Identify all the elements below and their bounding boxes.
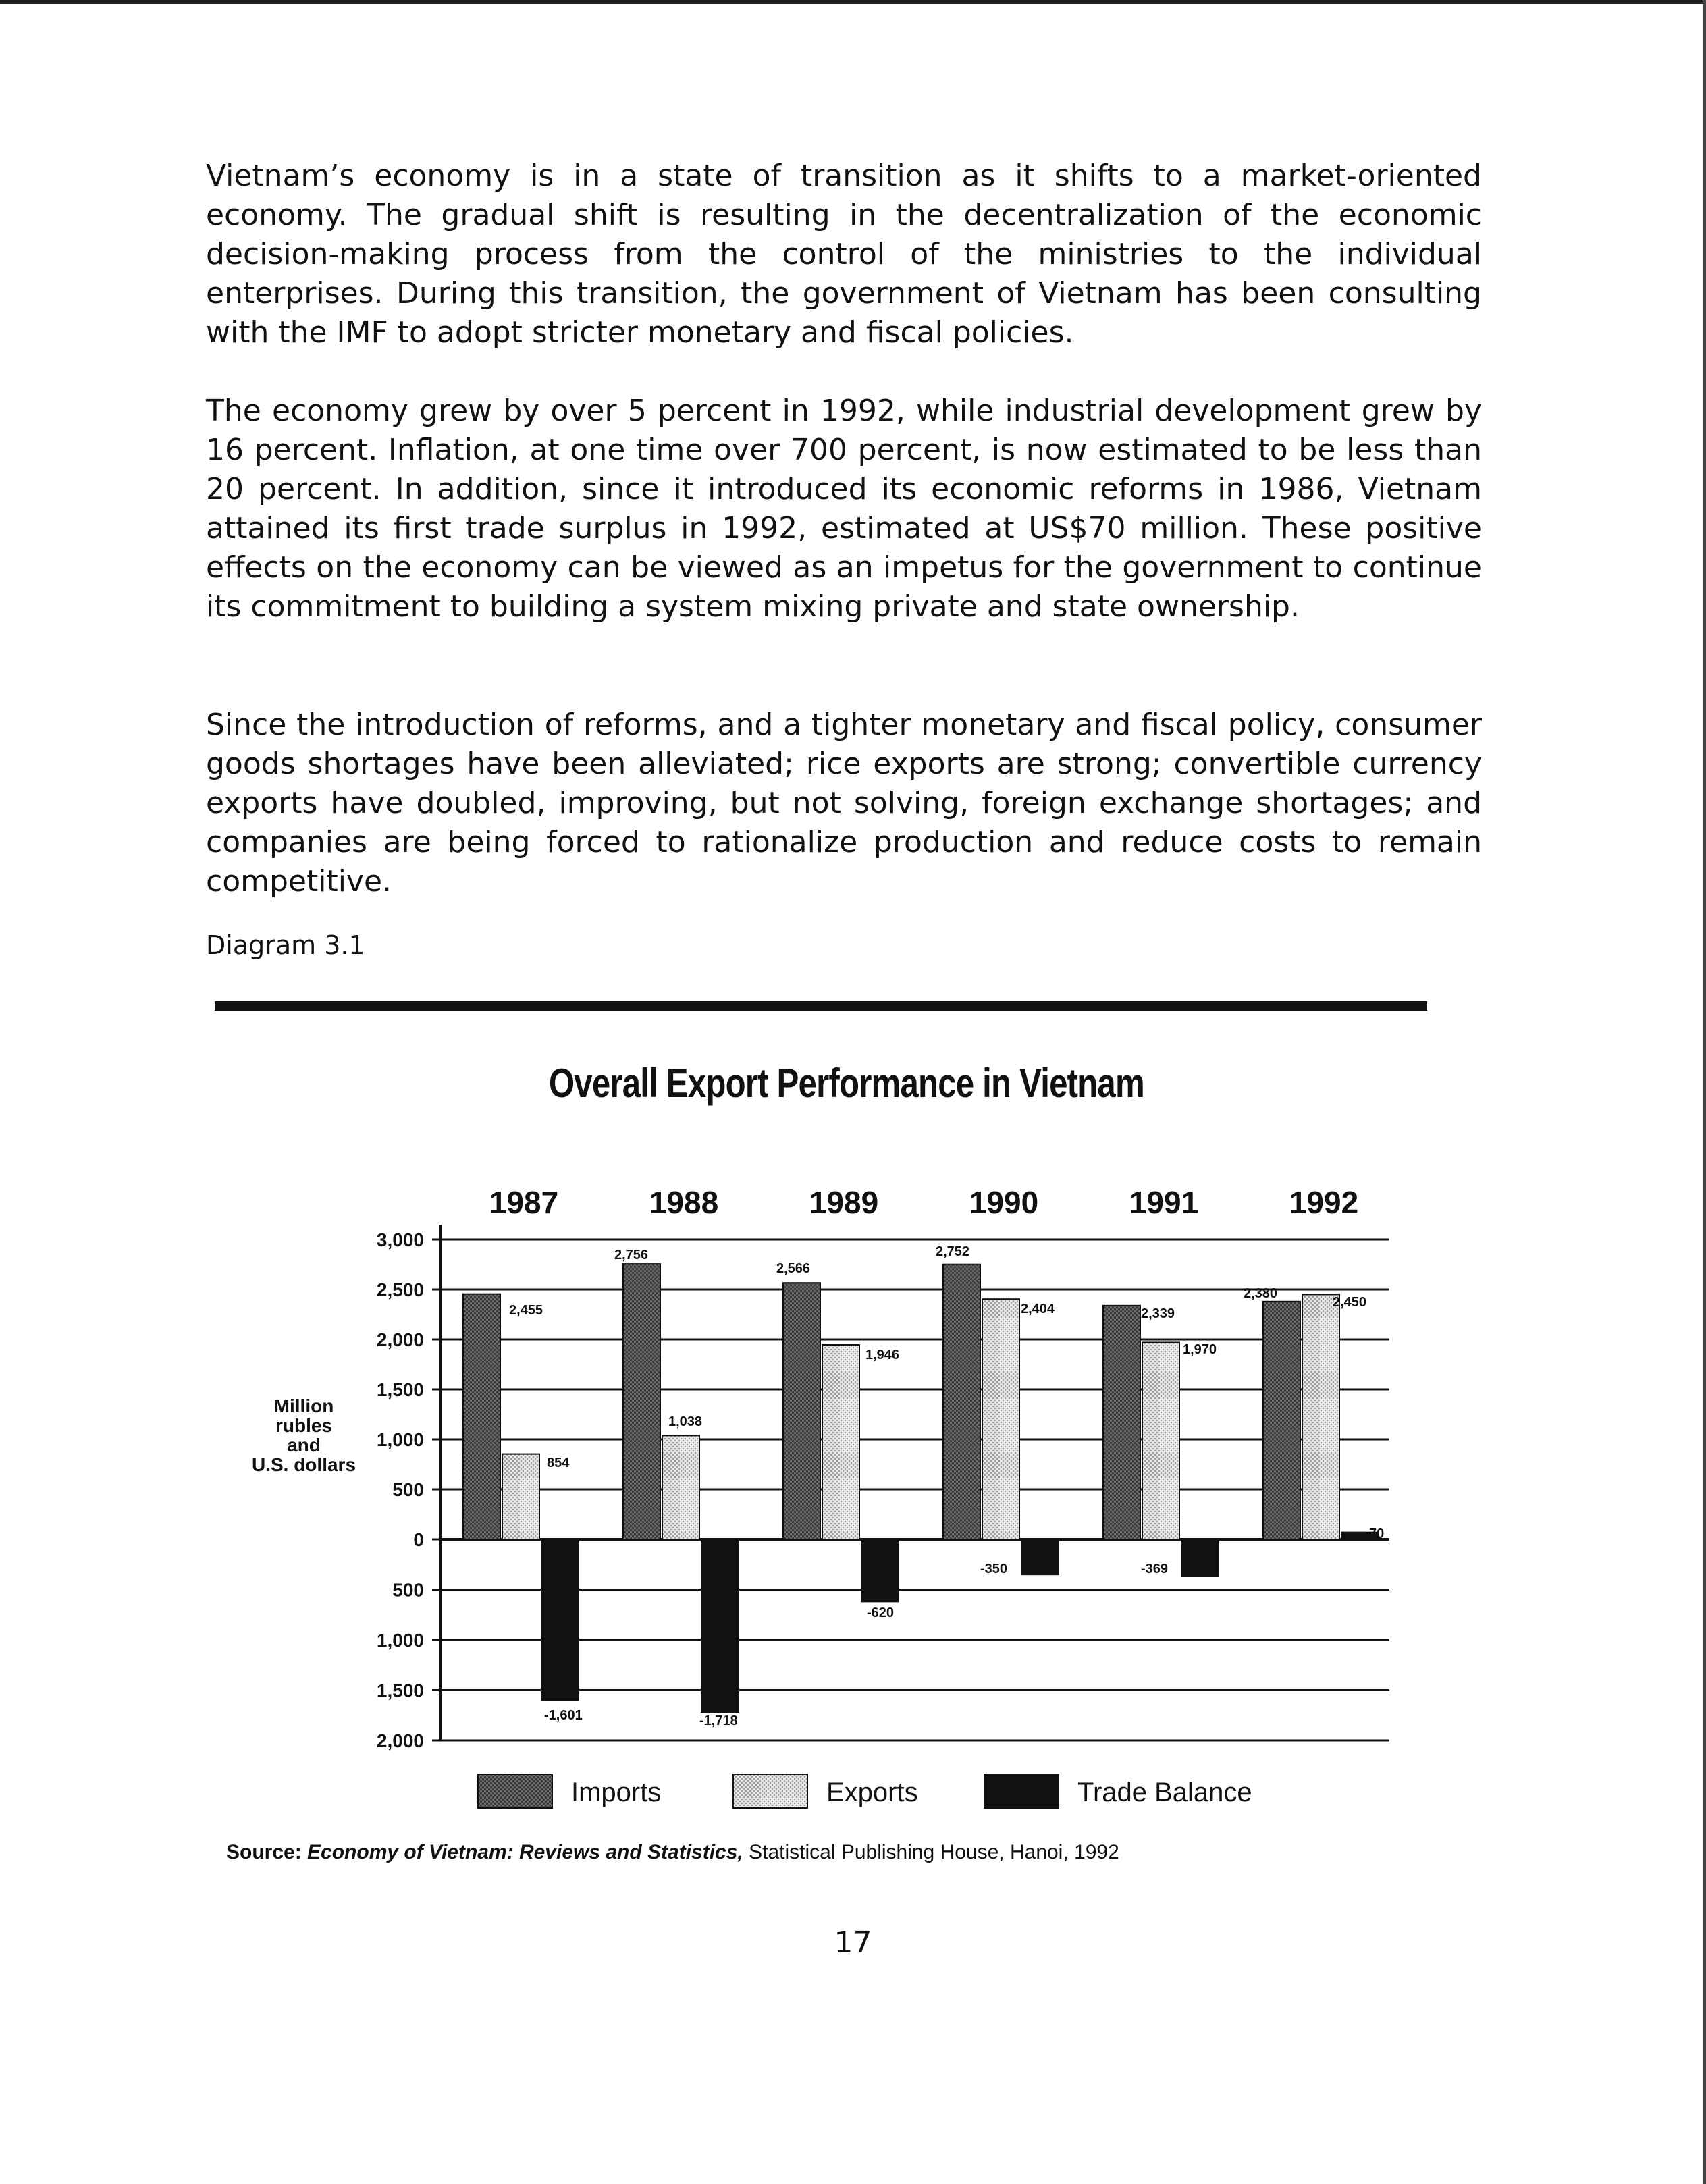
paragraph-2: The economy grew by over 5 percent in 1992, while industrial development grew by 16 percent. Inflation, at one time over 700 percent, is now estimated to be less than 20 percent. In addition, since it introduced its economic reforms in 1986, Vietnam attained its first trade surplus in 1992, estimated at US$70 million. These positive effects on the economy can be viewed as an impetus for the government to continue its commitment to building a system mixing private and state ownership. xyxy=(206,394,1482,624)
year-label: 1988 xyxy=(649,1185,719,1220)
y-tick-label: 1,000 xyxy=(376,1429,424,1450)
diagram-caption: Diagram 3.1 xyxy=(206,930,365,960)
exports-bar xyxy=(982,1299,1019,1539)
y-axis-label-line: and xyxy=(287,1435,321,1456)
y-axis-label-line: Million xyxy=(273,1395,334,1416)
data-label: -350 xyxy=(980,1562,1008,1576)
year-label: 1991 xyxy=(1129,1185,1199,1220)
trade-balance-bar xyxy=(1181,1539,1219,1576)
y-tick-label: 0 xyxy=(413,1529,424,1550)
data-label: 70 xyxy=(1369,1526,1385,1541)
y-tick-label: 3,000 xyxy=(376,1229,424,1250)
y-tick-label: 2,000 xyxy=(376,1329,424,1350)
trade-balance-bar xyxy=(1021,1539,1059,1574)
data-label: 1,038 xyxy=(668,1414,703,1429)
exports-bar xyxy=(822,1345,859,1539)
y-tick-label: 1,000 xyxy=(376,1630,424,1651)
y-tick-label: 1,500 xyxy=(376,1680,424,1701)
legend-exports-label: Exports xyxy=(826,1778,918,1807)
imports-bar xyxy=(1263,1302,1300,1539)
paragraph-3: Since the introduction of reforms, and a tighter monetary and fiscal policy, consumer goods shortages have been alleviated; rice exports are strong; convertible currency exports have doubled, improving, but not solving, foreign exchange shortages; and companies are being forced to rationalize production and reduce costs to remain competitive. xyxy=(206,708,1482,899)
chart-title: Overall Export Performance in Vietnam xyxy=(548,1061,1144,1106)
legend-trade-balance-swatch xyxy=(984,1774,1059,1808)
exports-bar xyxy=(1142,1342,1179,1539)
data-label: 854 xyxy=(547,1456,570,1470)
data-label: -369 xyxy=(1141,1562,1169,1576)
trade-balance-bar xyxy=(541,1539,579,1701)
legend-imports-swatch xyxy=(478,1774,552,1808)
y-axis-label-line: rubles xyxy=(275,1415,333,1436)
year-label: 1992 xyxy=(1289,1185,1359,1220)
data-label: -1,601 xyxy=(544,1708,583,1723)
source-note xyxy=(226,1841,1119,1864)
data-label: -620 xyxy=(867,1605,895,1620)
trade-balance-bar xyxy=(701,1539,739,1712)
source-title: Economy of Vietnam: Reviews and Statistics, xyxy=(307,1841,743,1863)
data-label: 2,339 xyxy=(1141,1306,1175,1321)
data-label: -1,718 xyxy=(699,1713,738,1728)
year-label: 1987 xyxy=(489,1185,559,1220)
source-prefix: Source: xyxy=(226,1841,308,1863)
data-label: 2,455 xyxy=(509,1303,543,1318)
year-label: 1989 xyxy=(809,1185,879,1220)
imports-bar xyxy=(943,1264,980,1539)
data-label: 1,970 xyxy=(1183,1342,1217,1357)
imports-bar xyxy=(783,1283,820,1539)
paragraph-1: Vietnam’s economy is in a state of transition as it shifts to a market-oriented economy. The gradual shift is resulting in the decentralization of the economic decision-making process from the control of the ministries to the individual enterprises. During this transition, the government of Vietnam has been consulting with the IMF to adopt stricter monetary and fiscal policies. xyxy=(206,159,1482,350)
y-tick-label: 2,000 xyxy=(376,1730,424,1751)
year-label: 1990 xyxy=(969,1185,1039,1220)
legend-trade-balance-label: Trade Balance xyxy=(1077,1778,1252,1807)
exports-bar xyxy=(1302,1294,1339,1539)
y-tick-label: 500 xyxy=(392,1579,424,1601)
source-publisher: Statistical Publishing House, Hanoi, 1992 xyxy=(743,1841,1119,1863)
exports-bar xyxy=(662,1435,699,1539)
data-label: 1,946 xyxy=(865,1348,900,1362)
imports-bar xyxy=(623,1264,660,1539)
page-number: 17 xyxy=(834,1925,872,1960)
trade-balance-bar xyxy=(861,1539,899,1601)
data-label: 2,566 xyxy=(776,1261,811,1276)
imports-bar xyxy=(1103,1306,1140,1539)
y-axis-label-line: U.S. dollars xyxy=(251,1454,356,1475)
exports-bar xyxy=(502,1454,539,1539)
data-label: 2,450 xyxy=(1333,1295,1367,1310)
imports-bar xyxy=(463,1294,500,1539)
legend-exports-swatch xyxy=(733,1774,807,1808)
data-label: 2,756 xyxy=(614,1248,649,1262)
data-label: 2,404 xyxy=(1021,1302,1055,1316)
data-label: 2,380 xyxy=(1244,1286,1278,1301)
y-tick-label: 1,500 xyxy=(376,1379,424,1400)
legend-imports-label: Imports xyxy=(571,1778,662,1807)
y-tick-label: 2,500 xyxy=(376,1279,424,1300)
data-label: 2,752 xyxy=(936,1244,970,1259)
y-tick-label: 500 xyxy=(392,1479,424,1500)
